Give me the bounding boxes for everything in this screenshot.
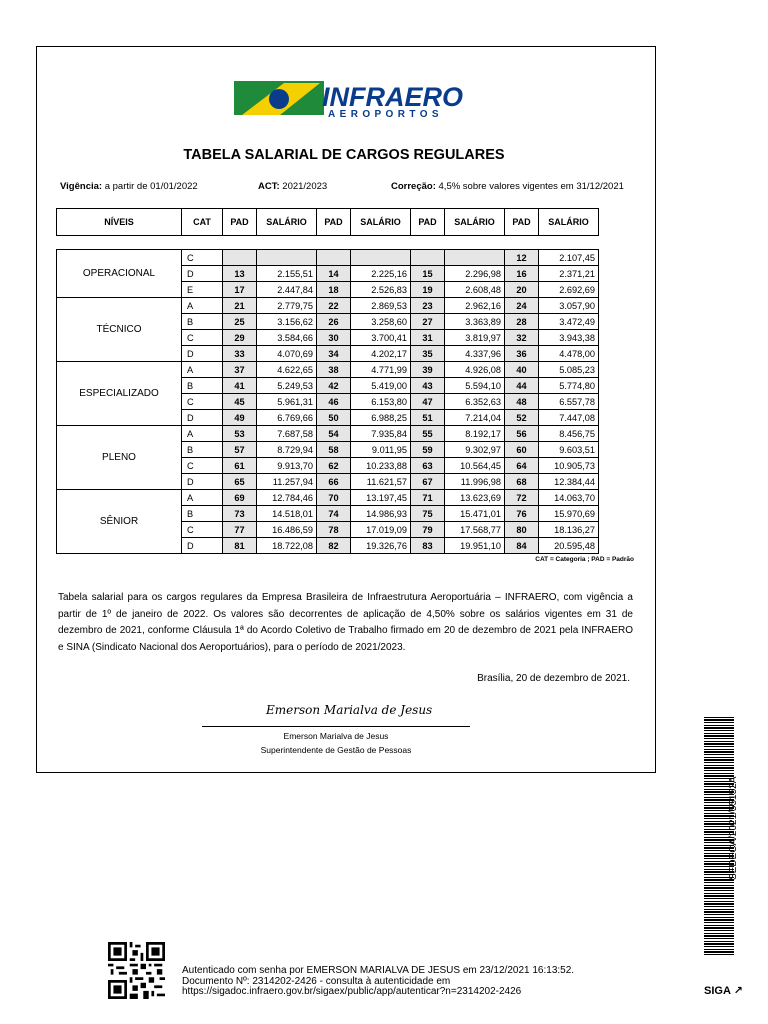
salary-cell: 2.447,84 (257, 282, 317, 298)
pad-cell: 59 (411, 442, 445, 458)
pad-cell: 77 (223, 522, 257, 538)
salary-cell: 8.729,94 (257, 442, 317, 458)
cat-cell: E (182, 282, 223, 298)
pad-cell: 41 (223, 378, 257, 394)
salary-cell: 5.961,31 (257, 394, 317, 410)
pad-cell: 51 (411, 410, 445, 426)
header-cell: SALÁRIO (351, 209, 411, 236)
pad-cell (411, 250, 445, 266)
salary-cell: 13.197,45 (351, 490, 411, 506)
table-row (57, 362, 599, 378)
pad-cell: 73 (223, 506, 257, 522)
pad-cell: 18 (317, 282, 351, 298)
salary-cell: 5.419,00 (351, 378, 411, 394)
salary-cell: 4.771,99 (351, 362, 411, 378)
salary-cell: 14.518,01 (257, 506, 317, 522)
salary-cell: 11.996,98 (445, 474, 505, 490)
pad-cell: 50 (317, 410, 351, 426)
salary-cell: 2.962,16 (445, 298, 505, 314)
salary-cell: 4.202,17 (351, 346, 411, 362)
cat-cell: D (182, 474, 223, 490)
salary-cell: 18.722,08 (257, 538, 317, 554)
pad-cell: 76 (505, 506, 539, 522)
pad-cell: 49 (223, 410, 257, 426)
pad-cell: 70 (317, 490, 351, 506)
pad-cell: 53 (223, 426, 257, 442)
pad-cell: 23 (411, 298, 445, 314)
pad-cell: 40 (505, 362, 539, 378)
pad-cell: 15 (411, 266, 445, 282)
pad-cell: 61 (223, 458, 257, 474)
salary-cell: 3.472,49 (539, 314, 599, 330)
pad-cell: 55 (411, 426, 445, 442)
pad-cell: 57 (223, 442, 257, 458)
pad-cell: 48 (505, 394, 539, 410)
salary-cell: 2.155,51 (257, 266, 317, 282)
salary-cell: 11.621,57 (351, 474, 411, 490)
description-paragraph: Tabela salarial para os cargos regulares da Empresa Brasileira de Infraestrutura Aeroportuária – INFRAERO, com vigência a partir de 1º de janeiro de 2022. Os valores são decorrentes de aplicação de 4,50% sobre os salários vigentes em 31 de dezembro de 2021, conforme Cláusula 1ª do Acordo Coletivo de Trabalho firmado em 20 de dezembro de 2021 pela INFRAERO e SINA (Sindicato Nacional dos Aeroportuários), para o período de 2021/2023. (58, 592, 633, 653)
pad-cell: 16 (505, 266, 539, 282)
page-title: TABELA SALARIAL DE CARGOS REGULARES (183, 147, 505, 163)
header-cell: PAD (317, 209, 351, 236)
pad-cell: 43 (411, 378, 445, 394)
pad-cell: 67 (411, 474, 445, 490)
arrow-icon: ↗ (733, 985, 743, 997)
cat-cell: D (182, 538, 223, 554)
salary-cell: 17.568,77 (445, 522, 505, 538)
cat-cell: A (182, 490, 223, 506)
pad-cell: 69 (223, 490, 257, 506)
pad-cell: 56 (505, 426, 539, 442)
salary-cell: 17.019,09 (351, 522, 411, 538)
salary-cell (445, 250, 505, 266)
salary-cell: 16.486,59 (257, 522, 317, 538)
pad-cell: 80 (505, 522, 539, 538)
salary-table-header (56, 208, 599, 236)
pad-cell: 38 (317, 362, 351, 378)
salary-cell: 15.970,69 (539, 506, 599, 522)
salary-cell: 3.156,62 (257, 314, 317, 330)
meta-correcao: Correção: 4,5% sobre valores vigentes em 31/12/2021 (391, 181, 624, 192)
pad-cell: 34 (317, 346, 351, 362)
pad-cell: 37 (223, 362, 257, 378)
salary-cell: 5.594,10 (445, 378, 505, 394)
salary-cell: 5.085,23 (539, 362, 599, 378)
meta-vigencia: Vigência: a partir de 01/01/2022 (60, 181, 198, 192)
pad-cell: 75 (411, 506, 445, 522)
salary-cell: 14.063,70 (539, 490, 599, 506)
salary-cell: 3.584,66 (257, 330, 317, 346)
salary-cell: 6.153,80 (351, 394, 411, 410)
salary-cell: 3.943,38 (539, 330, 599, 346)
level-cell: OPERACIONAL (57, 250, 182, 298)
pad-cell: 35 (411, 346, 445, 362)
pad-cell: 82 (317, 538, 351, 554)
pad-cell: 12 (505, 250, 539, 266)
cat-cell: C (182, 522, 223, 538)
salary-cell: 7.687,58 (257, 426, 317, 442)
pad-cell: 30 (317, 330, 351, 346)
salary-cell: 18.136,27 (539, 522, 599, 538)
salary-cell: 2.107,45 (539, 250, 599, 266)
pad-cell: 27 (411, 314, 445, 330)
level-cell: PLENO (57, 426, 182, 490)
signer-role: Superintendente de Gestão de Pessoas (260, 745, 412, 755)
pad-cell: 62 (317, 458, 351, 474)
salary-cell (351, 250, 411, 266)
cat-cell: B (182, 442, 223, 458)
level-cell: TÉCNICO (57, 298, 182, 362)
pad-cell (223, 250, 257, 266)
salary-cell: 19.951,10 (445, 538, 505, 554)
cat-cell: D (182, 346, 223, 362)
salary-cell: 10.564,45 (445, 458, 505, 474)
salary-cell: 3.819,97 (445, 330, 505, 346)
cat-cell: A (182, 298, 223, 314)
signer-name: Emerson Marialva de Jesus (283, 731, 389, 741)
salary-cell: 4.337,96 (445, 346, 505, 362)
salary-cell: 2.526,83 (351, 282, 411, 298)
pad-cell: 64 (505, 458, 539, 474)
header-cell: PAD (223, 209, 257, 236)
pad-cell: 33 (223, 346, 257, 362)
salary-cell: 8.456,75 (539, 426, 599, 442)
header-cell: NÍVEIS (57, 209, 182, 236)
salary-cell: 9.011,95 (351, 442, 411, 458)
salary-cell: 15.471,01 (445, 506, 505, 522)
pad-cell: 79 (411, 522, 445, 538)
pad-cell: 74 (317, 506, 351, 522)
header-cell: PAD (411, 209, 445, 236)
level-cell: ESPECIALIZADO (57, 362, 182, 426)
pad-cell: 21 (223, 298, 257, 314)
salary-cell: 4.070,69 (257, 346, 317, 362)
salary-cell: 3.700,41 (351, 330, 411, 346)
cat-cell: D (182, 410, 223, 426)
pad-cell: 72 (505, 490, 539, 506)
salary-cell: 9.603,51 (539, 442, 599, 458)
header-cell: SALÁRIO (539, 209, 599, 236)
salary-cell: 12.384,44 (539, 474, 599, 490)
pad-cell: 65 (223, 474, 257, 490)
pad-cell: 54 (317, 426, 351, 442)
side-code: SEDECA/2021/55152A (728, 776, 739, 880)
place-date: Brasília, 20 de dezembro de 2021. (477, 673, 630, 684)
salary-cell (257, 250, 317, 266)
cat-cell: C (182, 250, 223, 266)
salary-cell: 11.257,94 (257, 474, 317, 490)
pad-cell: 14 (317, 266, 351, 282)
pad-cell: 28 (505, 314, 539, 330)
salary-cell: 2.779,75 (257, 298, 317, 314)
pad-cell: 31 (411, 330, 445, 346)
pad-cell: 52 (505, 410, 539, 426)
header-cell: SALÁRIO (445, 209, 505, 236)
signature-line (202, 726, 470, 727)
salary-cell: 7.214,04 (445, 410, 505, 426)
salary-cell: 6.988,25 (351, 410, 411, 426)
meta-act: ACT: 2021/2023 (258, 181, 328, 192)
pad-cell: 58 (317, 442, 351, 458)
cat-cell: B (182, 378, 223, 394)
salary-cell: 9.302,97 (445, 442, 505, 458)
cat-cell: A (182, 362, 223, 378)
pad-cell: 81 (223, 538, 257, 554)
header-cell: CAT (182, 209, 223, 236)
pad-cell: 32 (505, 330, 539, 346)
salary-cell: 3.258,60 (351, 314, 411, 330)
pad-cell: 13 (223, 266, 257, 282)
handwritten-signature: Emerson Marialva de Jesus (266, 703, 433, 717)
cat-cell: B (182, 314, 223, 330)
salary-table (56, 249, 599, 554)
pad-cell: 29 (223, 330, 257, 346)
salary-cell: 12.784,46 (257, 490, 317, 506)
table-row (57, 426, 599, 442)
pad-cell: 22 (317, 298, 351, 314)
salary-cell: 2.225,16 (351, 266, 411, 282)
salary-cell: 2.608,48 (445, 282, 505, 298)
salary-cell: 7.447,08 (539, 410, 599, 426)
pad-cell: 26 (317, 314, 351, 330)
cat-cell: D (182, 266, 223, 282)
pad-cell: 24 (505, 298, 539, 314)
authentication-text: Autenticado com senha por EMERSON MARIALVA DE JESUS em 23/12/2021 16:13:52. Documento Nº: 2314202-2426 - consulta à autenticidade em https://sigadoc.infraero.gov.br/sigaex/public/app/autenticar?n=2314202-2426 (182, 965, 575, 997)
table-row (57, 250, 599, 266)
pad-cell: 47 (411, 394, 445, 410)
siga-logo: SIGA ↗ (704, 985, 743, 997)
salary-cell: 6.352,63 (445, 394, 505, 410)
cat-cell: A (182, 426, 223, 442)
level-cell: SÊNIOR (57, 490, 182, 554)
pad-cell: 66 (317, 474, 351, 490)
auth-link[interactable]: https://sigadoc.infraero.gov.br/sigaex/public/app/autenticar?n=2314202-2426 (182, 986, 522, 997)
salary-cell: 3.057,90 (539, 298, 599, 314)
salary-cell: 2.692,69 (539, 282, 599, 298)
pad-cell: 68 (505, 474, 539, 490)
salary-cell: 2.296,98 (445, 266, 505, 282)
brand-name: INFRAERO (322, 82, 463, 112)
salary-cell: 9.913,70 (257, 458, 317, 474)
salary-cell: 4.622,65 (257, 362, 317, 378)
pad-cell: 39 (411, 362, 445, 378)
pad-cell: 25 (223, 314, 257, 330)
header-cell: PAD (505, 209, 539, 236)
salary-cell: 3.363,89 (445, 314, 505, 330)
salary-cell: 4.478,00 (539, 346, 599, 362)
salary-cell: 2.371,21 (539, 266, 599, 282)
salary-cell: 19.326,76 (351, 538, 411, 554)
pad-cell: 84 (505, 538, 539, 554)
cat-cell: B (182, 506, 223, 522)
pad-cell (317, 250, 351, 266)
qr-code-icon (108, 942, 165, 999)
table-row (57, 490, 599, 506)
table-legend: CAT = Categoria ; PAD = Padrão (535, 556, 634, 563)
pad-cell: 45 (223, 394, 257, 410)
salary-cell: 14.986,93 (351, 506, 411, 522)
pad-cell: 63 (411, 458, 445, 474)
salary-cell: 5.249,53 (257, 378, 317, 394)
pad-cell: 60 (505, 442, 539, 458)
pad-cell: 42 (317, 378, 351, 394)
salary-cell: 2.869,53 (351, 298, 411, 314)
salary-cell: 10.233,88 (351, 458, 411, 474)
pad-cell: 71 (411, 490, 445, 506)
table-row (57, 298, 599, 314)
salary-cell: 6.769,66 (257, 410, 317, 426)
pad-cell: 20 (505, 282, 539, 298)
pad-cell: 83 (411, 538, 445, 554)
salary-cell: 6.557,78 (539, 394, 599, 410)
salary-cell: 10.905,73 (539, 458, 599, 474)
pad-cell: 46 (317, 394, 351, 410)
salary-cell: 7.935,84 (351, 426, 411, 442)
salary-cell: 4.926,08 (445, 362, 505, 378)
salary-cell: 8.192,17 (445, 426, 505, 442)
pad-cell: 17 (223, 282, 257, 298)
pad-cell: 36 (505, 346, 539, 362)
brand-sub: AEROPORTOS (328, 109, 443, 120)
header-cell: SALÁRIO (257, 209, 317, 236)
salary-cell: 13.623,69 (445, 490, 505, 506)
pad-cell: 19 (411, 282, 445, 298)
cat-cell: C (182, 458, 223, 474)
pad-cell: 44 (505, 378, 539, 394)
cat-cell: C (182, 394, 223, 410)
cat-cell: C (182, 330, 223, 346)
salary-cell: 5.774,80 (539, 378, 599, 394)
pad-cell: 78 (317, 522, 351, 538)
salary-cell: 20.595,48 (539, 538, 599, 554)
